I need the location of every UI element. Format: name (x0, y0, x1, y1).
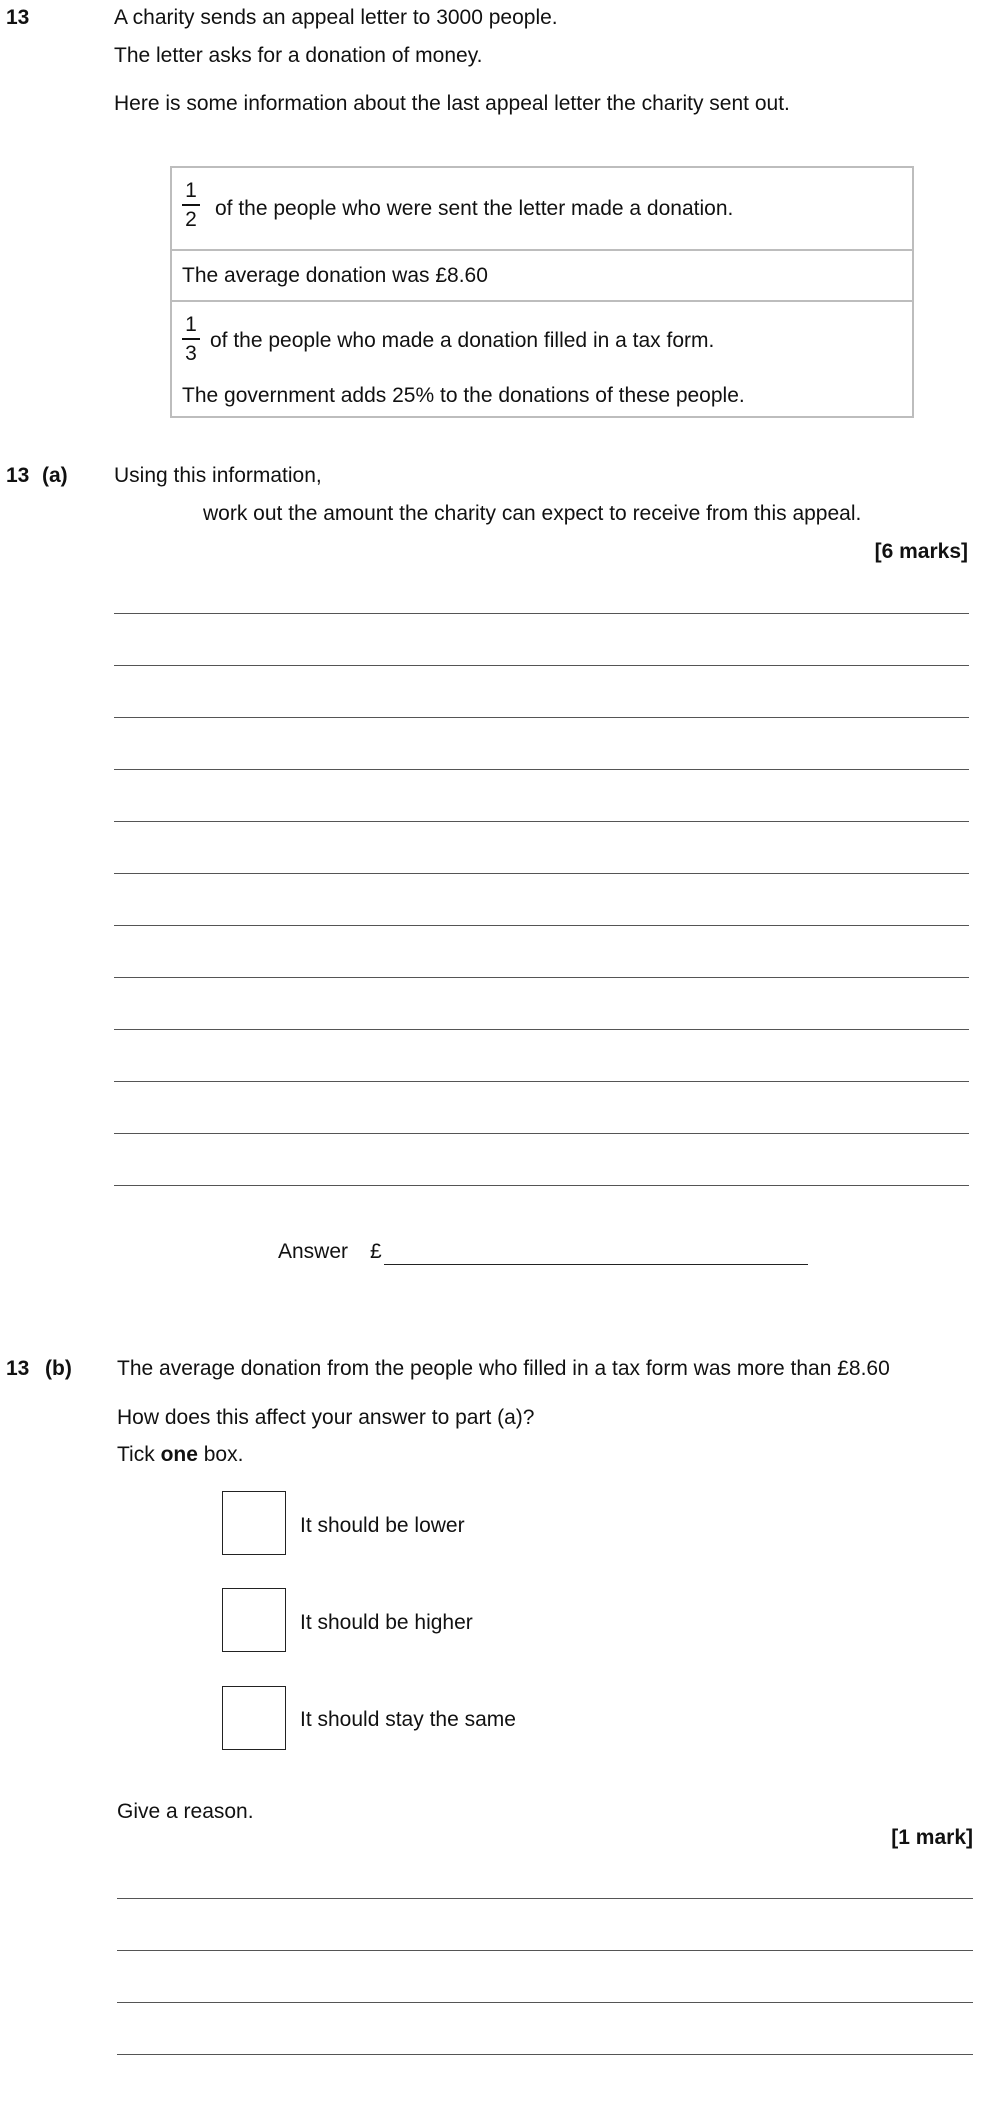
working-line[interactable] (114, 977, 969, 978)
tick-instruction-suffix: box. (197, 1443, 244, 1466)
question-number: 13 (6, 6, 30, 29)
working-line[interactable] (114, 665, 969, 666)
working-line[interactable] (114, 1081, 969, 1082)
part-a-prompt-2: work out the amount the charity can expect to receive from this appeal. (203, 502, 862, 525)
info-row-2-text: The average donation was £8.60 (182, 264, 488, 287)
intro-line-2: The letter asks for a donation of money. (114, 44, 483, 67)
working-line[interactable] (114, 1133, 969, 1134)
working-line[interactable] (114, 1185, 969, 1186)
info-row-fraction-third (172, 302, 912, 416)
answer-currency: £ (370, 1240, 382, 1263)
part-b-statement: The average donation from the people who filled in a tax form was more than £8.60 (117, 1357, 890, 1380)
answer-line[interactable] (384, 1264, 808, 1265)
option-same-label: It should stay the same (300, 1708, 516, 1731)
part-a-marks: [6 marks] (874, 540, 968, 563)
reason-line[interactable] (117, 1950, 973, 1951)
working-line[interactable] (114, 613, 969, 614)
fraction-numerator: 1 (185, 179, 197, 202)
reason-line[interactable] (117, 2002, 973, 2003)
tick-instruction-bold: one (160, 1443, 198, 1466)
fraction-numerator: 1 (185, 313, 197, 336)
reason-prompt: Give a reason. (117, 1800, 254, 1823)
reason-line[interactable] (117, 1898, 973, 1899)
fraction-denominator: 3 (185, 341, 197, 365)
part-a-prompt-1: Using this information, (114, 464, 322, 487)
part-b-label: (b) (45, 1357, 72, 1380)
working-line[interactable] (114, 1029, 969, 1030)
working-line[interactable] (114, 821, 969, 822)
info-box (170, 166, 914, 418)
fraction-denominator: 2 (185, 207, 197, 231)
option-higher-label: It should be higher (300, 1611, 473, 1634)
intro-line-3: Here is some information about the last appeal letter the charity sent out. (114, 92, 790, 115)
info-row-3-text: of the people who made a donation filled in a tax form. (210, 329, 715, 352)
tick-instruction-prefix: Tick (117, 1443, 161, 1466)
working-line[interactable] (114, 717, 969, 718)
fraction-bar (182, 338, 200, 340)
tick-box-same[interactable] (222, 1686, 286, 1750)
fraction-one-third (182, 314, 200, 365)
answer-label: Answer (278, 1240, 349, 1263)
working-line[interactable] (114, 873, 969, 874)
tick-box-higher[interactable] (222, 1588, 286, 1652)
part-b-marks: [1 mark] (891, 1826, 973, 1849)
info-row-1-text: of the people who were sent the letter made a donation. (215, 197, 734, 220)
part-b-number: 13 (6, 1357, 30, 1380)
tick-box-lower[interactable] (222, 1491, 286, 1555)
info-row-fraction-half (172, 168, 912, 251)
option-lower-label: It should be lower (300, 1514, 465, 1537)
working-line[interactable] (114, 769, 969, 770)
fraction-bar (182, 204, 200, 206)
info-row-average-donation (172, 251, 912, 302)
part-a-label: (a) (42, 464, 68, 487)
working-line[interactable] (114, 925, 969, 926)
tick-instruction (117, 1443, 243, 1467)
reason-line[interactable] (117, 2054, 973, 2055)
part-a-number: 13 (6, 464, 30, 487)
intro-line-1: A charity sends an appeal letter to 3000 people. (114, 6, 558, 29)
fraction-one-half (182, 180, 200, 231)
info-row-3-text-2: The government adds 25% to the donations of these people. (182, 384, 745, 407)
part-b-question: How does this affect your answer to part (a)? (117, 1406, 535, 1429)
